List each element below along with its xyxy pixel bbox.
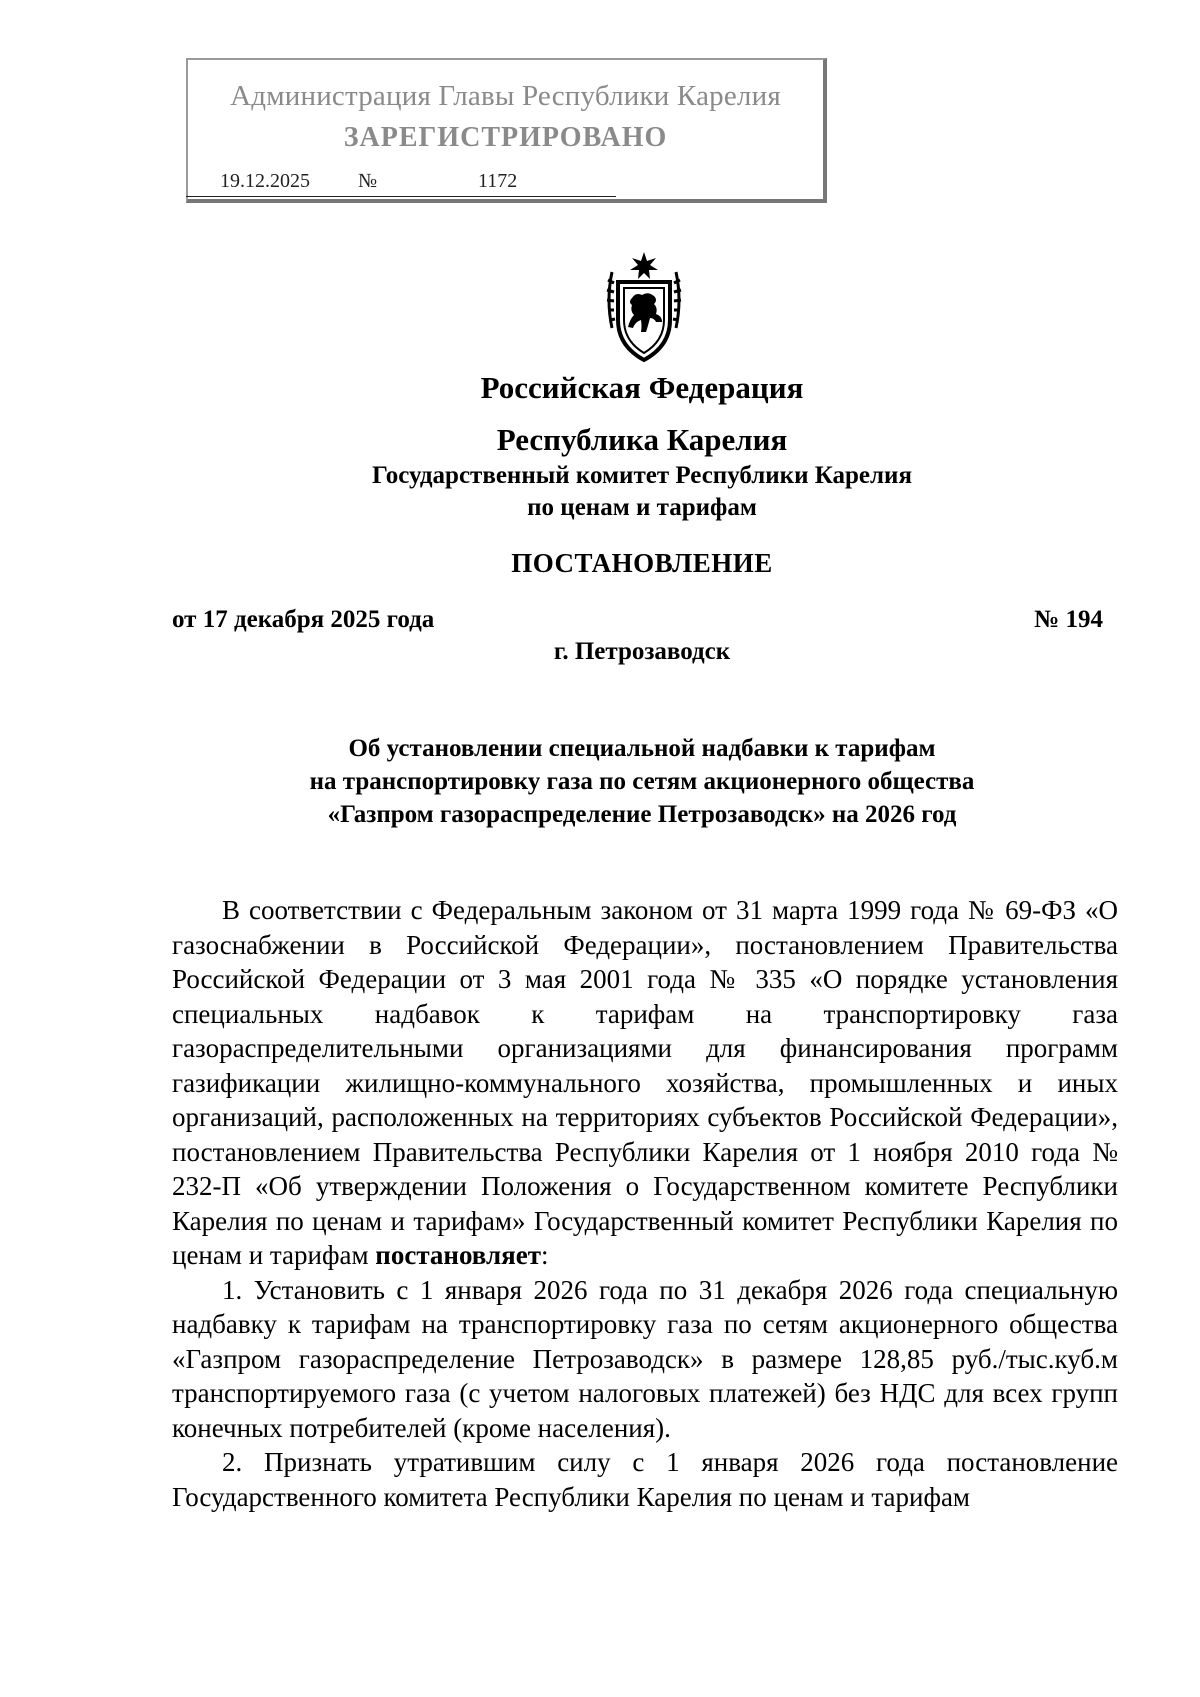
document-number: № 194 — [1034, 606, 1103, 633]
document-type: ПОСТАНОВЛЕНИЕ — [511, 548, 773, 578]
preamble-text: В соответствии с Федеральным законом от 31 марта 1999 года № 69-ФЗ «О газоснабжении в Российской Федерации», постановлением Правительства Российской Федерации от 3 мая 2001 года № 335 «О порядке установления специальных надбавок к тарифам на транспортировку газа газораспределительными организациями для финансирования программ газификации жилищно-коммунального хозяйства, промышленных и иных организаций, расположенных на территориях субъектов Российской Федерации», постановлением Правительства Республики Карелия от 1 ноября 2010 года № 232-П «Об утверждении Положения о Государственном комитете Республики Карелия по ценам и тарифам» Государственный комитет Республики Карелия по ценам и тарифам — [172, 895, 1118, 1270]
resolves-suffix: : — [541, 1240, 549, 1270]
document-date: от 17 декабря 2025 года — [172, 606, 435, 633]
document-title — [42, 732, 1200, 831]
preamble-paragraph — [172, 893, 1118, 1273]
title-line-3: «Газпром газораспределение Петрозаводск» на 2026 год — [327, 801, 957, 828]
stamp-registration-row — [186, 170, 616, 198]
karelia-coat-of-arms-icon — [598, 250, 690, 365]
document-city: г. Петрозаводск — [553, 638, 731, 665]
stamp-underline — [186, 196, 616, 197]
authority-line-2: по ценам и тарифам — [527, 494, 757, 521]
stamp-number-label: № — [358, 170, 378, 192]
stamp-number: 1172 — [478, 170, 518, 192]
authority-line-1: Государственный комитет Республики Карелия — [372, 462, 912, 489]
country-heading: Российская Федерация — [480, 370, 804, 405]
resolves-word: постановляет — [375, 1240, 542, 1270]
title-line-1: Об установлении специальной надбавки к тарифам — [348, 735, 936, 762]
item-2-paragraph: 2. Признать утратившим силу с 1 января 2026 года постановление Государственного комитета Республики Карелия по ценам и тарифам — [172, 1447, 1118, 1512]
stamp-organization: Администрация Главы Республики Карелия — [230, 80, 781, 112]
region-heading: Республика Карелия — [496, 422, 788, 457]
registration-stamp — [186, 58, 827, 203]
stamp-status: ЗАРЕГИСТРИРОВАНО — [343, 122, 668, 153]
item-1-paragraph: 1. Установить с 1 января 2026 года по 31 декабря 2026 года специальную надбавку к тарифам на транспортировку газа по сетям акционерного общества «Газпром газораспределение Петрозаводск» в размере 128,85 руб./тыс.куб.м транспортируемого газа (с учетом налоговых платежей) без НДС для всех групп конечных потребителей (кроме населения). — [172, 1274, 1118, 1443]
title-line-2: на транспортировку газа по сетям акционерного общества — [309, 768, 975, 795]
stamp-date: 19.12.2025 — [220, 170, 310, 192]
document-body — [172, 893, 1118, 1514]
